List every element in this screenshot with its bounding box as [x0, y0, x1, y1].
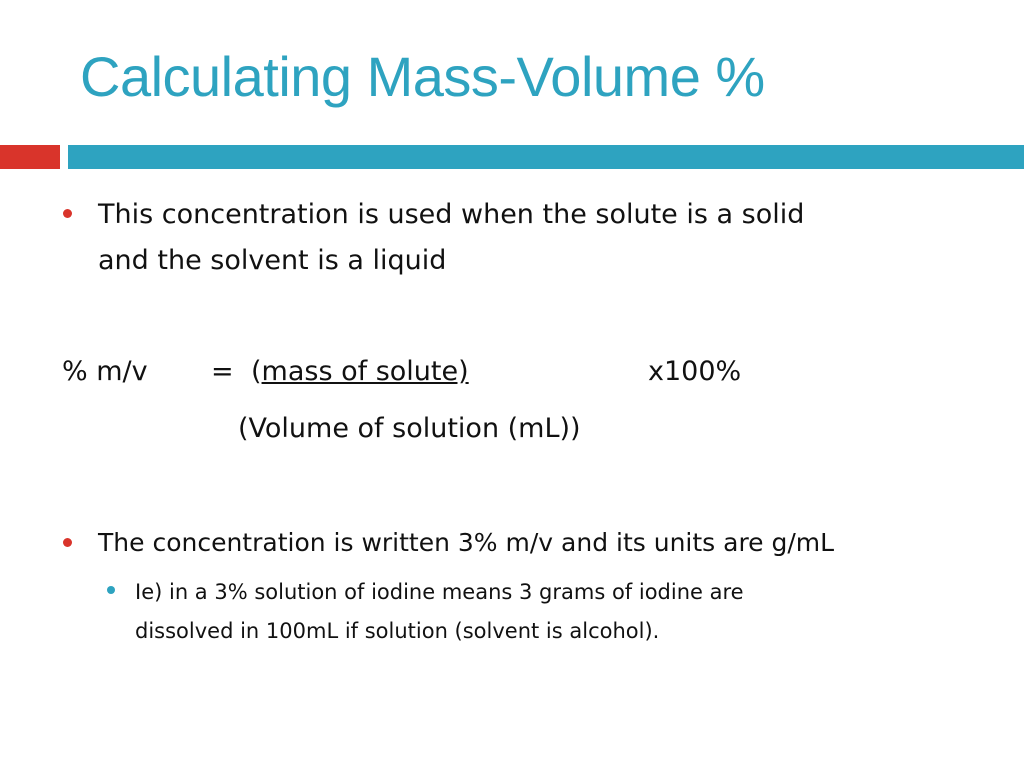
sub-bullet-line-1: Ie) in a 3% solution of iodine means 3 grams of iodine are — [135, 580, 744, 604]
bullet-1-line-2: and the solvent is a liquid — [98, 245, 447, 276]
bullet-text-2: The concentration is written 3% m/v and its units are g/mL — [98, 528, 835, 557]
formula-denominator: (Volume of solution (mL)) — [238, 413, 581, 444]
sub-bullet-dot — [107, 586, 115, 594]
title-divider-red-bar — [0, 145, 60, 169]
formula-open-paren: ( — [251, 356, 262, 387]
formula-equals: = — [211, 356, 234, 387]
sub-bullet-text — [135, 573, 744, 651]
formula-lhs: % m/v — [62, 356, 148, 387]
sub-bullet-line-2: dissolved in 100mL if solution (solvent is alcohol). — [135, 619, 660, 643]
formula-multiplier: x100% — [648, 356, 742, 387]
bullet-1-line-1: This concentration is used when the solute is a solid — [98, 199, 805, 230]
formula-numerator — [251, 356, 469, 387]
slide-title: Calculating Mass-Volume % — [80, 45, 765, 108]
formula-numerator-text: mass of solute) — [261, 356, 469, 387]
bullet-text-1 — [98, 192, 804, 284]
bullet-dot — [63, 209, 72, 218]
bullet-dot — [63, 538, 72, 547]
title-divider-blue-bar — [68, 145, 1024, 169]
